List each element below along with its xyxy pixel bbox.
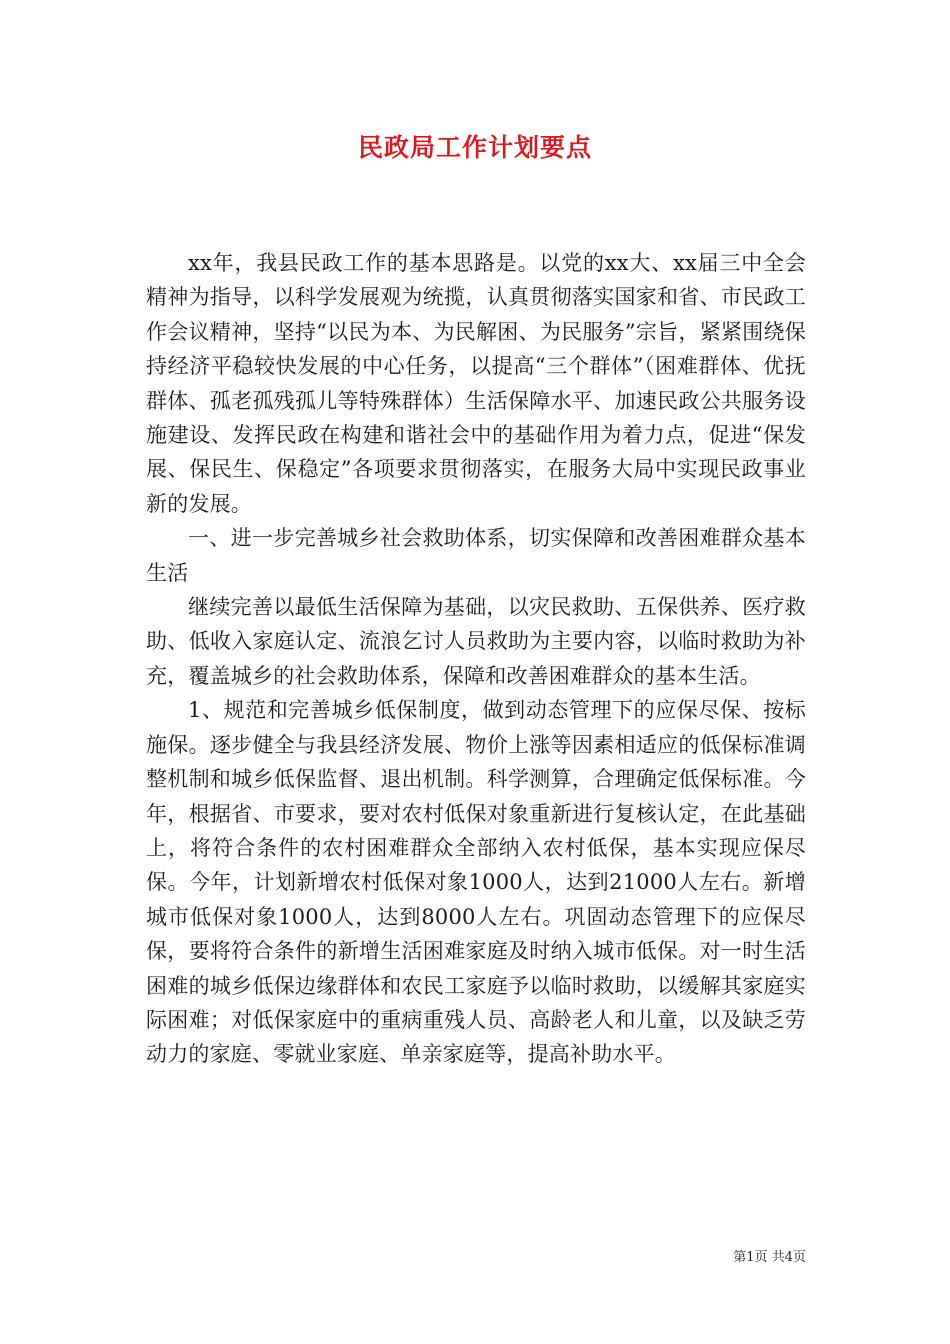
document-body <box>146 246 806 1072</box>
page-footer <box>733 1246 806 1265</box>
footer-prefix: 第 <box>733 1250 747 1265</box>
footer-total-pages: 4 <box>784 1250 793 1265</box>
document-title: 民政局工作计划要点 <box>357 133 592 162</box>
footer-suffix: 页 <box>792 1250 806 1265</box>
paragraph-item-1: 1、规范和完善城乡低保制度，做到动态管理下的应保尽保、按标施保。逐步健全与我县经济发展、物价上涨等因素相适应的低保标准调整机制和城乡低保监督、退出机制。科学测算，合理确定低保标准。今年，根据省、市要求，要对农村低保对象重新进行复核认定，在此基础上，将符合条件的农村困难群众全部纳入农村低保，基本实现应保尽保。今年，计划新增农村低保对象1000人，达到21000人左右。新增城市低保对象1000人，达到8000人左右。巩固动态管理下的应保尽保，要将符合条件的新增生活困难家庭及时纳入城市低保。对一时生活困难的城乡低保边缘群体和农民工家庭予以临时救助，以缓解其家庭实际困难；对低保家庭中的重病重残人员、高龄老人和儿童，以及缺乏劳动力的家庭、零就业家庭、单亲家庭等，提高补助水平。 <box>146 698 806 1067</box>
section-heading-1: 一、进一步完善城乡社会救助体系，切实保障和改善困难群众基本生活 <box>146 526 806 585</box>
paragraph-section-1: 继续完善以最低生活保障为基础，以灾民救助、五保供养、医疗救助、低收入家庭认定、流浪乞讨人员救助为主要内容，以临时救助为补充，覆盖城乡的社会救助体系，保障和改善困难群众的基本生活。 <box>146 595 806 688</box>
paragraph-intro: xx年，我县民政工作的基本思路是。以党的xx大、xx届三中全会精神为指导，以科学发展观为统揽，认真贯彻落实国家和省、市民政工作会议精神，坚持“以民为本、为民解困、为民服务”宗旨，紧紧围绕保持经济平稳较快发展的中心任务，以提高“三个群体”（困难群体、优抚群体、孤老孤残孤儿等特殊群体）生活保障水平、加速民政公共服务设施建设、发挥民政在构建和谐社会中的基础作用为着力点，促进“保发展、保民生、保稳定”各项要求贯彻落实，在服务大局中实现民政事业新的发展。 <box>146 251 806 516</box>
footer-middle: 页 共 <box>754 1250 785 1265</box>
footer-current-page: 1 <box>746 1250 755 1265</box>
